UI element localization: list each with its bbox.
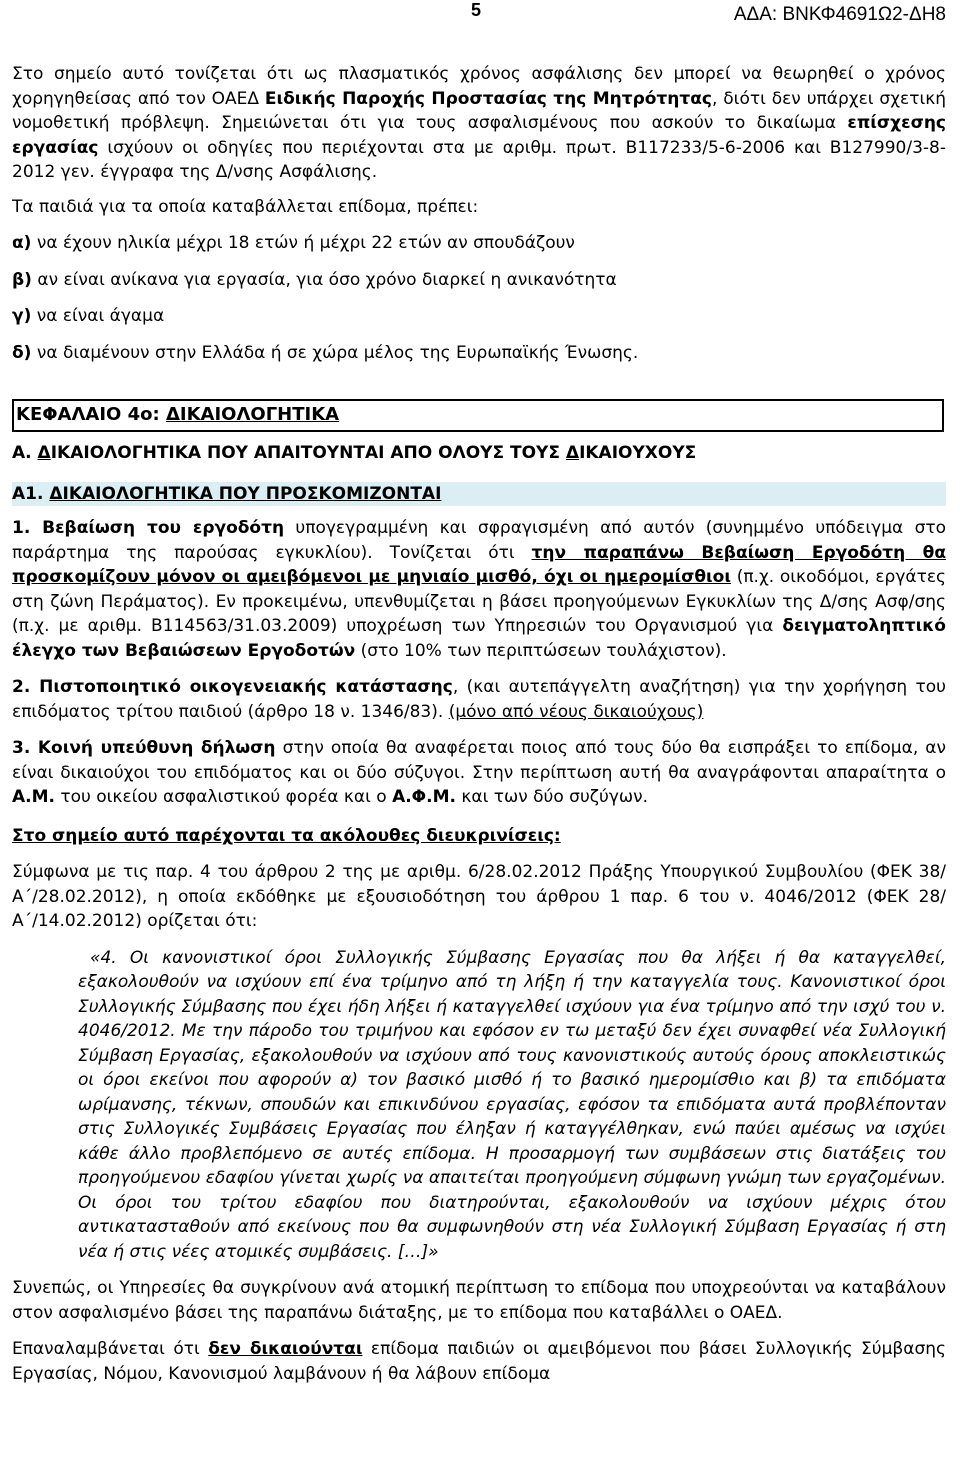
- item-emphasis: την παραπάνω Βεβαίωση Εργοδότη θα προσκομίζουν μόνον οι αμειβόμενοι με μηνιαίο μισθό, όχι οι ημερομίσθιοι: [12, 542, 946, 587]
- item-1-paragraph: [12, 516, 946, 663]
- item-number: 3.: [12, 738, 38, 758]
- item-text: (στο 10% των περιπτώσεων τουλάχιστον).: [355, 640, 727, 661]
- item-emphasis: Α.Φ.Μ.: [392, 787, 456, 807]
- condition-item: [12, 304, 946, 329]
- condition-marker: γ): [12, 306, 32, 326]
- condition-text: αν είναι ανίκανα για εργασία, για όσο χρόνο διαρκεί η ανικανότητα: [31, 269, 617, 290]
- closing-text: Επαναλαμβάνεται ότι: [12, 1339, 209, 1359]
- clarifications-paragraph: Σύμφωνα με τις παρ. 4 του άρθρου 2 της με αριθμ. 6/28.02.2012 Πράξης Υπουργικού Συμβουλίου (ΦΕΚ 38/Α΄/28.02.2012), η οποία εκδόθηκε με εξουσιοδότηση του άρθρου 1 παρ. 6 του ν. 4046/2012 (ΦΕΚ 28/Α΄/14.02.2012) ορίζεται ότι:: [12, 862, 946, 931]
- item-3-paragraph: [12, 736, 946, 810]
- condition-marker: α): [12, 233, 32, 253]
- item-text: (π.χ. οικοδόμοι, εργάτες στη ζώνη Περάματος). Εν προκειμένω, υπενθυμίζεται η βάσει προηγούμενων Εγκυκλίων της Δ/σης Ασφ/σης (π.χ. με αριθμ. Β114563/31.03.2009) υποχρέωση των Υπηρεσιών του Οργανισμού για: [12, 567, 947, 636]
- item-title: Κοινή υπεύθυνη δήλωση: [37, 738, 276, 758]
- item-2-paragraph: [12, 675, 946, 724]
- children-intro: Τα παιδιά για τα οποία καταβάλλεται επίδομα, πρέπει:: [12, 196, 479, 217]
- item-emphasis: δειγματοληπτικό έλεγχο των Βεβαιώσεων Εργοδοτών: [12, 616, 946, 661]
- section-a1-heading: [12, 482, 946, 506]
- chapter-title: ΔΙΚΑΙΟΛΟΓΗΤΙΚΑ: [165, 404, 340, 425]
- closing-paragraph: [12, 1337, 946, 1386]
- item-text: και των δύο συζύγων.: [455, 787, 649, 807]
- intro-text: , διότι δεν υπάρχει σχετική νομοθετική πρόβλεψη. Σημειώνεται ότι για τους ασφαλισμένους που ασκούν το δικαίωμα: [12, 88, 946, 133]
- item-title: Πιστοποιητικό οικογενειακής κατάστασης: [39, 677, 453, 697]
- item-number: 2.: [12, 677, 40, 697]
- item-text: , (και αυτεπάγγελτη αναζήτηση) για την χορήγηση του επιδόματος τρίτου παιδιού (άρθρο 18 ν. 1346/83).: [12, 677, 946, 722]
- item-text: του οικείου ασφαλιστικού φορέα και ο: [55, 787, 393, 807]
- chapter-heading: [12, 399, 944, 432]
- intro-text: Στο σημείο αυτό τονίζεται ότι ως πλασματικός χρόνος ασφάλισης δεν μπορεί να θεωρηθεί ο χρόνος χορηγηθείσας από τον ΟΑΕΔ: [12, 64, 946, 109]
- page-number: 5: [471, 0, 482, 20]
- item-title: Βεβαίωση του εργοδότη: [42, 518, 285, 538]
- condition-item: [12, 268, 946, 293]
- services-paragraph: Συνεπώς, οι Υπηρεσίες θα συγκρίνουν ανά ατομική περίπτωση το επίδομα που υποχρεούνται να καταβάλουν στον ασφαλισμένο βάσει της παραπάνω διάταξης, με το επίδομα που καταβάλλει ο ΟΑΕΔ.: [12, 1278, 946, 1323]
- item-note: (μόνο από νέους δικαιούχους): [448, 701, 704, 722]
- section-a-letter: Δ: [37, 443, 51, 463]
- clarifications-heading: [12, 824, 946, 849]
- clarifications-heading-text: Στο σημείο αυτό παρέχονται τα ακόλουθες διευκρινίσεις:: [12, 825, 561, 846]
- condition-item: [12, 231, 946, 256]
- section-a-text: ΙΚΑΙΟΛΟΓΗΤΙΚΑ ΠΟΥ ΑΠΑΙΤΟΥΝΤΑΙ ΑΠΟ ΟΛΟΥΣ ΤΟΥΣ: [50, 443, 566, 463]
- item-emphasis: Α.Μ.: [12, 787, 55, 807]
- condition-marker: β): [12, 269, 32, 290]
- legal-quote: «4. Οι κανονιστικοί όροι Συλλογικής Σύμβασης Εργασίας που θα λήξει ή θα καταγγελθεί, εξακολουθούν να ισχύουν επί ένα τρίμηνο από τη λήξη ή την καταγγελία τους. Κανονιστικοί όροι Συλλογικής Σύμβασης που έχει ήδη λήξει ή καταγγελθεί ισχύουν για ένα τρίμηνο από την ισχύ του ν. 4046/2012. Με την πάροδο του τριμήνου και εφόσον εν τω μεταξύ δεν έχει συναφθεί νέα Συλλογική Σύμβαση Εργασίας, εξακολουθούν να ισχύουν από τους κανονιστικούς αυτούς όρους αποκλειστικώς οι όροι εκείνοι που αφορούν α) τον βασικό μισθό ή το βασικό ημερομίσθιο και β) τα επιδόματα ωρίμανσης, τέκνων, σπουδών και επικινδύνου εργασίας, εφόσον τα επιδόματα αυτά προβλέπονταν στις Συλλογικές Συμβάσεις Εργασίας που έληξαν ή καταγγέλθηκαν, ενώ παύει αμέσως να ισχύει κάθε άλλο προβλεπόμενο σε αυτές επίδομα. Η προσαρμογή των συμβάσεων στις διατάξεις του προηγούμενου εδαφίου γίνεται χωρίς να απαιτείται προηγούμενη σύμφωνη γνώμη των εργαζομένων. Οι όροι του τρίτου εδαφίου που διατηρούνται, εξακολουθούν να ισχύουν μέχρις ότου αντικατασταθούν από εκείνους που θα συμφωνηθούν στη νέα Συλλογική Σύμβαση Εργασίας ή στη νέα ή στις νέες ατομικές συμβάσεις. […]»: [78, 947, 946, 1262]
- condition-text: να είναι άγαμα: [31, 306, 165, 326]
- chapter-prefix: ΚΕΦΑΛΑΙΟ 4ο:: [16, 404, 166, 425]
- section-a-letter: Δ: [565, 443, 580, 463]
- item-text: στην οποία θα αναφέρεται ποιος από τους δύο θα εισπράξει το επίδομα, αν είναι δικαιούχοι του επιδόματος και οι δύο σύζυγοι. Στην περίπτωση αυτή θα αναγράφονται απαραίτητα ο: [12, 738, 946, 783]
- condition-text: να διαμένουν στην Ελλάδα ή σε χώρα μέλος της Ευρωπαϊκής Ένωσης.: [31, 342, 639, 363]
- section-a1-title: ΔΙΚΑΙΟΛΟΓΗΤΙΚΑ ΠΟΥ ΠΡΟΣΚΟΜΙΖΟΝΤΑΙ: [49, 484, 442, 504]
- intro-text: ισχύουν οι οδηγίες που περιέχονται στα με αριθμ. πρωτ. Β117233/5-6-2006 και Β127990/3-8-2012 γεν. έγγραφα της Δ/νσης Ασφάλισης.: [12, 137, 946, 182]
- condition-text: να έχουν ηλικία μέχρι 18 ετών ή μέχρι 22 ετών αν σπουδάζουν: [31, 233, 575, 253]
- intro-bold-withholding: επίσχεσης εργασίας: [12, 113, 946, 158]
- closing-text: επίδομα παιδιών οι αμειβόμενοι που βάσει Συλλογικής Σύμβασης Εργασίας, Νόμου, Κανονισμού λαμβάνουν ή θα λάβουν επίδομα: [12, 1339, 947, 1384]
- closing-emphasis: δεν δικαιούνται: [208, 1339, 363, 1359]
- section-a-heading: [12, 440, 946, 466]
- condition-item: [12, 341, 946, 366]
- condition-marker: δ): [12, 342, 32, 363]
- chapter-heading-wrap: [12, 399, 946, 432]
- ada-code: ΑΔΑ: ΒΝΚΦ4691Ω2-ΔΗ8: [733, 4, 946, 25]
- document-body: [12, 62, 946, 1386]
- item-text: υπογεγραμμένη και σφραγισμένη από αυτόν (συνημμένο υπόδειγμα στο παράρτημα της παρούσας εγκυκλίου). Τονίζεται ότι: [12, 518, 946, 563]
- intro-bold-maternity: Ειδικής Παροχής Προστασίας της Μητρότητας: [264, 88, 712, 109]
- section-a1-prefix: Α1.: [12, 484, 50, 504]
- intro-paragraph: [12, 62, 946, 185]
- section-a-prefix: Α.: [12, 443, 38, 463]
- item-number: 1.: [12, 518, 43, 538]
- section-a-text: ΙΚΑΙΟΥΧΟΥΣ: [579, 443, 697, 463]
